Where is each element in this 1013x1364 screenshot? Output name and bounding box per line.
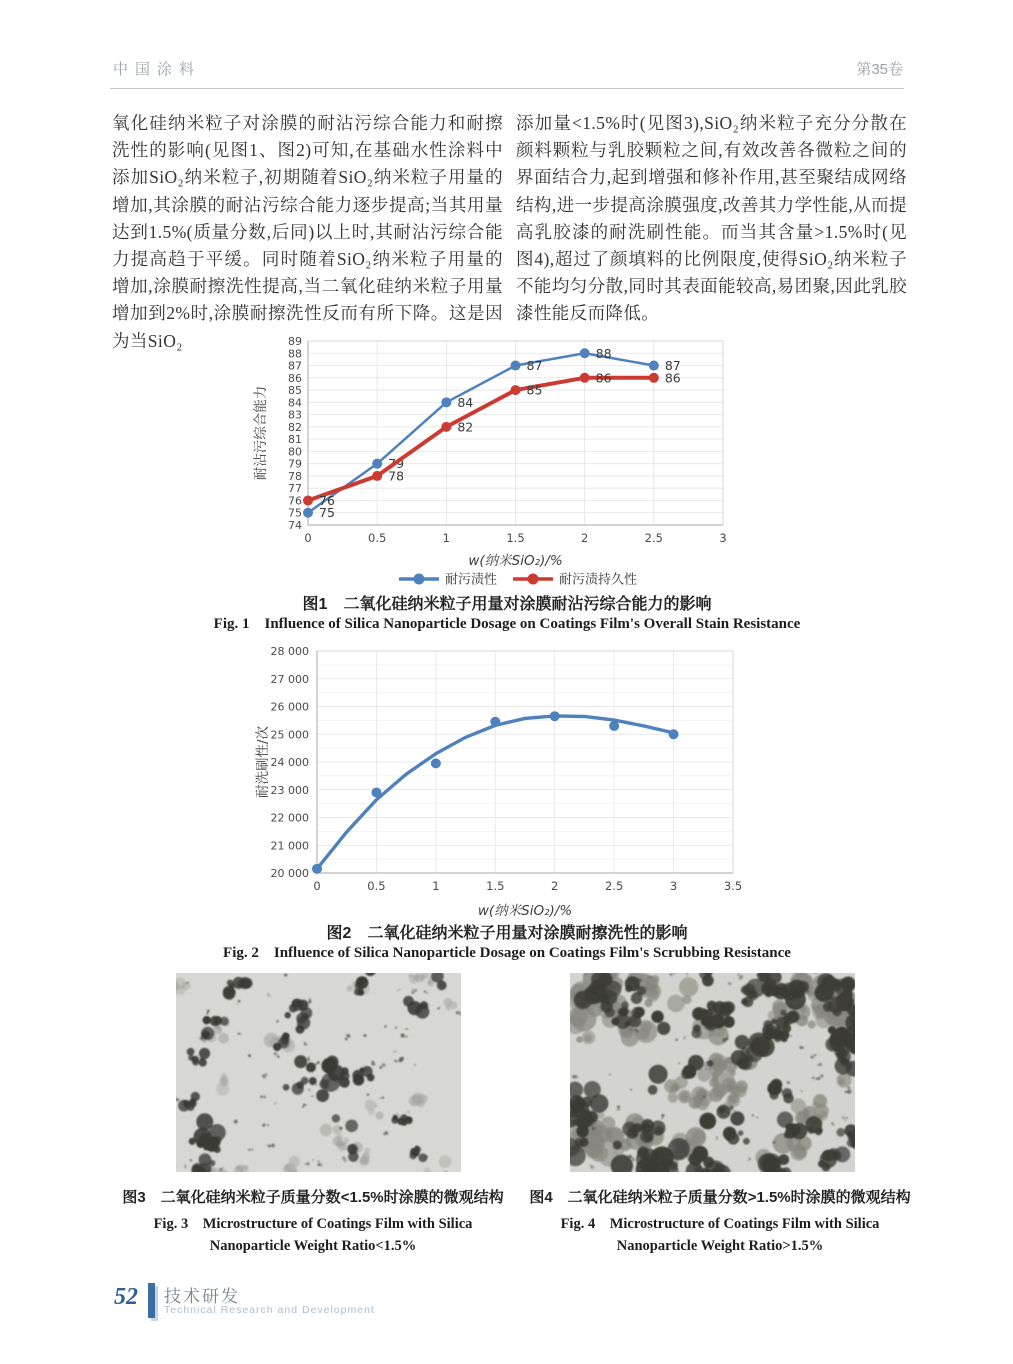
svg-text:2.5: 2.5 bbox=[604, 879, 624, 893]
svg-text:74: 74 bbox=[288, 519, 302, 532]
svg-text:82: 82 bbox=[288, 420, 302, 434]
svg-text:78: 78 bbox=[288, 469, 302, 483]
x-axis-title: w(纳米SiO₂)/% bbox=[468, 553, 563, 569]
y-axis-title: 耐洗刷性/次 bbox=[255, 725, 271, 799]
x-axis-title: w(纳米SiO₂)/% bbox=[477, 903, 573, 919]
grid bbox=[317, 651, 733, 873]
svg-text:88: 88 bbox=[595, 345, 612, 361]
svg-text:0.5: 0.5 bbox=[368, 531, 387, 545]
svg-text:1: 1 bbox=[442, 531, 450, 545]
figure1-caption-en: Fig. 1 Influence of Silica Nanoparticle Dosage on Coatings Film's Overall Stain Resistance bbox=[213, 616, 801, 632]
body-right-column: 添加量<1.5%时(见图3),SiO₂纳米粒子充分分散在颜料颗粒与乳胶颗粒之间,有效改善各微粒之间的界面结合力,起到增强和修补作用,甚至聚结成网络结构,进一步提高涂膜强度,改善其力学性能,从而提高乳胶漆的耐洗刷性能。而当其含量>1.5%时(见图4),超过了颜填料的比例限度,使得SiO₂纳米粒子不能均匀分散,同时其表面能较高,易团聚,因此乳胶漆性能反而降低。 bbox=[516, 113, 907, 324]
figure3-caption-en-line1: Fig. 3 Microstructure of Coatings Film with Silica bbox=[153, 1216, 473, 1232]
svg-text:75: 75 bbox=[319, 505, 335, 521]
figure3-caption-en-line2: Nanoparticle Weight Ratio<1.5% bbox=[209, 1238, 417, 1254]
svg-text:86: 86 bbox=[664, 370, 681, 386]
figure2-caption-cn: 图2 二氧化硅纳米粒子用量对涂膜耐擦洗性的影响 bbox=[326, 925, 688, 942]
volume-label: 第35卷 bbox=[856, 61, 903, 78]
figure4-caption-en-line2: Nanoparticle Weight Ratio>1.5% bbox=[616, 1238, 824, 1254]
header-rule bbox=[110, 88, 904, 89]
svg-text:86: 86 bbox=[288, 371, 302, 385]
svg-text:3: 3 bbox=[669, 879, 678, 893]
svg-text:85: 85 bbox=[288, 384, 302, 398]
y-axis-title: 耐沾污综合能力 bbox=[253, 385, 269, 481]
svg-text:耐污渍持久性: 耐污渍持久性 bbox=[559, 572, 638, 588]
svg-text:27 000: 27 000 bbox=[270, 672, 309, 686]
figure3-image bbox=[176, 973, 461, 1172]
svg-text:2: 2 bbox=[551, 879, 559, 893]
svg-text:77: 77 bbox=[288, 482, 302, 496]
svg-text:87: 87 bbox=[664, 358, 681, 374]
svg-text:28 000: 28 000 bbox=[270, 645, 309, 658]
svg-text:89: 89 bbox=[288, 335, 302, 348]
svg-text:22 000: 22 000 bbox=[270, 811, 309, 825]
svg-text:84: 84 bbox=[457, 394, 474, 410]
page-number-badge: 52 bbox=[114, 1284, 138, 1310]
svg-text:23 000: 23 000 bbox=[270, 783, 309, 797]
figure4-image bbox=[570, 973, 855, 1172]
svg-text:1: 1 bbox=[432, 879, 440, 893]
svg-text:76: 76 bbox=[319, 492, 335, 508]
svg-text:26 000: 26 000 bbox=[270, 700, 309, 714]
svg-text:79: 79 bbox=[288, 457, 302, 471]
svg-text:78: 78 bbox=[388, 468, 405, 484]
footer-section-en: Technical Research and Development bbox=[164, 1304, 375, 1316]
svg-text:80: 80 bbox=[288, 445, 302, 459]
figure3-caption bbox=[103, 1186, 523, 1255]
svg-text:87: 87 bbox=[526, 358, 543, 374]
svg-text:82: 82 bbox=[457, 419, 474, 435]
footer-section-cn: 技术研发 bbox=[164, 1287, 240, 1306]
figure2-caption-en: Fig. 2 Influence of Silica Nanoparticle Dosage on Coatings Film's Scrubbing Resistance bbox=[223, 945, 791, 961]
svg-text:79: 79 bbox=[388, 456, 405, 472]
svg-text:0: 0 bbox=[313, 879, 321, 893]
svg-text:24 000: 24 000 bbox=[270, 756, 309, 769]
figure1-caption-cn: 图1 二氧化硅纳米粒子用量对涂膜耐沾污综合能力的影响 bbox=[302, 596, 712, 613]
svg-text:84: 84 bbox=[288, 396, 302, 410]
svg-text:87: 87 bbox=[288, 359, 302, 373]
journal-title: 中国涂料 bbox=[113, 61, 202, 78]
figure4-caption bbox=[510, 1186, 930, 1255]
svg-text:88: 88 bbox=[288, 347, 302, 361]
svg-text:0: 0 bbox=[304, 531, 312, 545]
figure1-chart bbox=[251, 333, 741, 591]
figure4-caption-cn: 图4 二氧化硅纳米粒子质量分数>1.5%时涂膜的微观结构 bbox=[529, 1189, 911, 1206]
svg-text:76: 76 bbox=[288, 494, 302, 508]
footer-accent-bar bbox=[148, 1283, 155, 1318]
figure4-caption-en-line1: Fig. 4 Microstructure of Coatings Film with Silica bbox=[560, 1216, 880, 1232]
series-0 bbox=[303, 346, 681, 520]
svg-text:75: 75 bbox=[288, 506, 302, 520]
svg-text:0.5: 0.5 bbox=[367, 879, 386, 893]
svg-text:耐污渍性: 耐污渍性 bbox=[445, 572, 498, 588]
svg-text:1.5: 1.5 bbox=[486, 879, 505, 893]
svg-text:86: 86 bbox=[595, 370, 612, 386]
svg-text:1.5: 1.5 bbox=[506, 531, 525, 545]
svg-text:2: 2 bbox=[581, 531, 589, 545]
svg-text:3: 3 bbox=[719, 531, 727, 545]
svg-text:3.5: 3.5 bbox=[723, 879, 743, 893]
legend bbox=[399, 572, 637, 588]
svg-text:85: 85 bbox=[526, 382, 543, 398]
svg-text:25 000: 25 000 bbox=[270, 728, 309, 742]
body-left-column: 氧化硅纳米粒子对涂膜的耐沾污综合能力和耐擦洗性的影响(见图1、图2)可知,在基础水性涂料中添加SiO₂纳米粒子,初期随着SiO₂纳米粒子用量的增加,其涂膜的耐沾污综合能力逐步提高;当其用量达到1.5%(质量分数,后同)以上时,其耐沾污综合能力提高趋于平缓。同时随着SiO₂纳米粒子用量的增加,涂膜耐擦洗性提高,当二氧化硅纳米粒子用量增加到2%时,涂膜耐擦洗性反而有所下降。这是因为当SiO₂ bbox=[112, 113, 503, 351]
svg-text:21 000: 21 000 bbox=[270, 839, 309, 853]
svg-text:2.5: 2.5 bbox=[644, 531, 663, 545]
figure2-chart bbox=[251, 641, 756, 919]
figure3-caption-cn: 图3 二氧化硅纳米粒子质量分数<1.5%时涂膜的微观结构 bbox=[122, 1189, 504, 1206]
svg-text:83: 83 bbox=[288, 408, 302, 422]
svg-text:81: 81 bbox=[288, 433, 302, 447]
svg-text:20 000: 20 000 bbox=[270, 867, 309, 880]
